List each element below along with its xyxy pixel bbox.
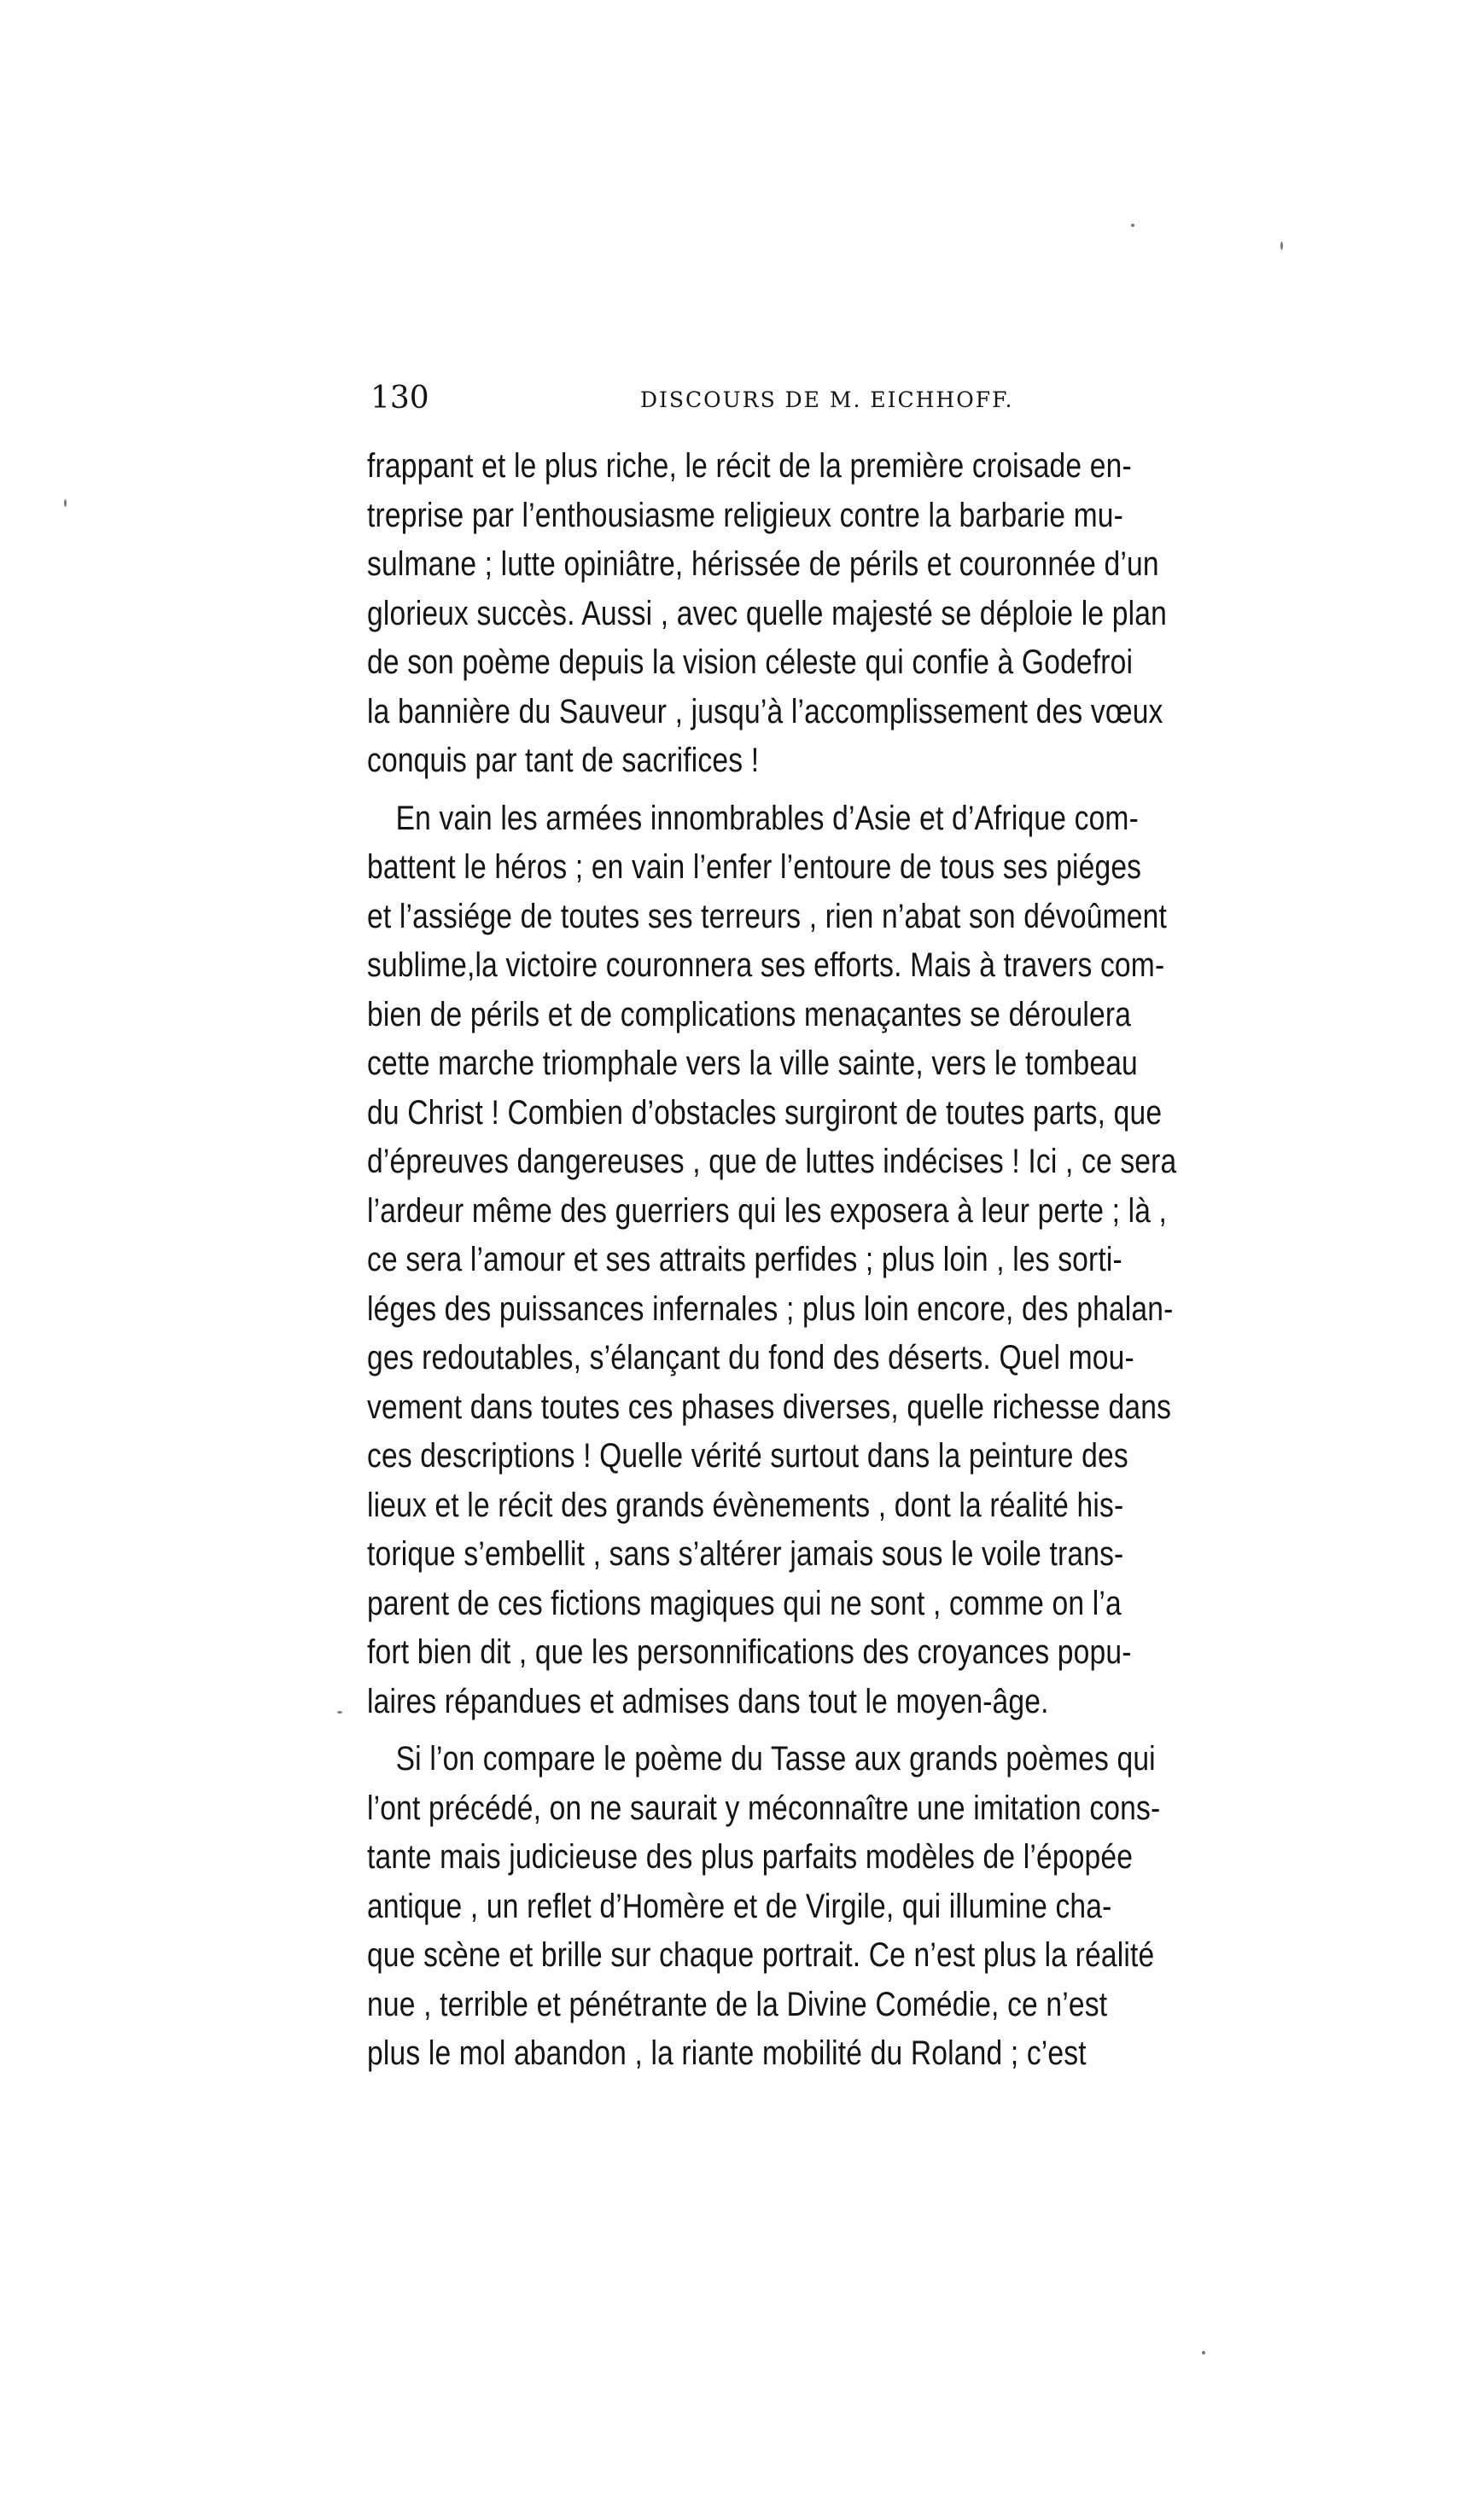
text-line: torique s’embellit , sans s’altérer jamais sous le voile trans- xyxy=(367,1535,1124,1573)
text-line: lieux et le récit des grands évènements , dont la réalité his- xyxy=(367,1486,1124,1524)
text-line: conquis par tant de sacrifices ! xyxy=(367,742,760,779)
text-line: ce sera l’amour et ses attraits perfides ; plus loin , les sorti- xyxy=(367,1241,1122,1278)
paragraph-gap xyxy=(367,786,1306,794)
text-line: la bannière du Sauveur , jusqu’à l’accomplissement des vœux xyxy=(367,692,1163,730)
text-line: plus le mol abandon , la riante mobilité du Roland ; c’est xyxy=(367,2034,1087,2072)
text-line: sublime,la victoire couronnera ses efforts. Mais à travers com- xyxy=(367,946,1165,984)
text-line: glorieux succès. Aussi , avec quelle majesté se déploie le plan xyxy=(367,594,1167,632)
text-line: ges redoutables, s’élançant du fond des déserts. Quel mou- xyxy=(367,1339,1134,1376)
page-number: 130 xyxy=(370,381,429,416)
text-line: nue , terrible et pénétrante de la Divine Comédie, ce n’est xyxy=(367,1985,1108,2023)
page-body xyxy=(367,375,1306,2079)
paragraph xyxy=(367,794,1306,1727)
scan-speck xyxy=(1202,2351,1205,2354)
text-block xyxy=(367,442,1306,2079)
text-line: antique , un reflet d’Homère et de Virgile, qui illumine cha- xyxy=(367,1887,1112,1925)
text-line: En vain les armées innombrables d’Asie et d’Afrique com- xyxy=(395,799,1139,837)
text-line: battent le héros ; en vain l’enfer l’entoure de tous ses piéges xyxy=(367,848,1142,886)
text-line: Si l’on compare le poème du Tasse aux grands poèmes qui xyxy=(395,1740,1156,1778)
text-line: tante mais judicieuse des plus parfaits modèles de l’épopée xyxy=(367,1838,1134,1876)
text-line: sulmane ; lutte opiniâtre, hérissée de périls et couronnée d’un xyxy=(367,545,1159,583)
text-line: l’ardeur même des guerriers qui les exposera à leur perte ; là , xyxy=(367,1191,1168,1230)
text-line: de son poème depuis la vision céleste qui confie à Godefroi xyxy=(367,643,1134,681)
text-line: l’ont précédé, on ne saurait y méconnaître une imitation cons- xyxy=(367,1789,1161,1827)
text-line: cette marche triomphale vers la ville sainte, vers le tombeau xyxy=(367,1045,1138,1082)
text-line: du Christ ! Combien d’obstacles surgiront de toutes parts, que xyxy=(367,1093,1163,1132)
text-line: vement dans toutes ces phases diverses, quelle richesse dans xyxy=(367,1388,1172,1426)
paragraph-gap xyxy=(367,1726,1306,1735)
scan-speck xyxy=(1131,224,1134,227)
text-line: ces descriptions ! Quelle vérité surtout dans la peinture des xyxy=(367,1437,1128,1475)
paragraph xyxy=(367,442,1306,786)
text-line: parent de ces fictions magiques qui ne sont , comme on l’a xyxy=(367,1584,1122,1622)
text-line: frappant et le plus riche, le récit de la première croisade en- xyxy=(367,447,1132,485)
text-line: et l’assiége de toutes ses terreurs , rien n’abat son dévoûment xyxy=(367,897,1167,935)
paragraph xyxy=(367,1735,1306,2079)
text-line: treprise par l’enthousiasme religieux contre la barbarie mu- xyxy=(367,496,1123,534)
scan-speck xyxy=(337,1711,342,1714)
running-head xyxy=(367,375,1306,442)
running-title: DISCOURS DE M. EICHHOFF. xyxy=(640,387,1014,412)
text-line: fort bien dit , que les personnifications des croyances popu- xyxy=(367,1633,1132,1671)
text-line: léges des puissances infernales ; plus loin encore, des phalan- xyxy=(367,1289,1174,1328)
text-line: bien de périls et de complications menaçantes se déroulera xyxy=(367,995,1132,1033)
scan-speck xyxy=(64,499,67,507)
text-line: que scène et brille sur chaque portrait. Ce n’est plus la réalité xyxy=(367,1936,1155,1974)
text-line: laires répandues et admises dans tout le moyen-âge. xyxy=(367,1682,1049,1720)
scan-speck xyxy=(1280,242,1283,250)
text-line: d’épreuves dangereuses , que de luttes indécises ! Ici , ce sera xyxy=(367,1143,1177,1180)
